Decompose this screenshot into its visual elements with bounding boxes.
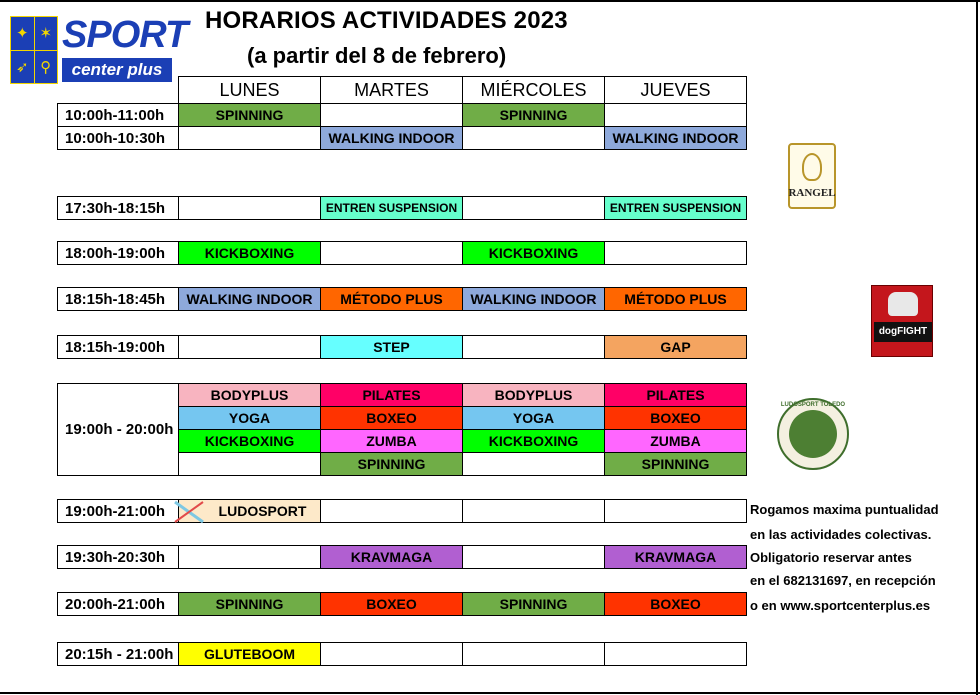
empty-cell bbox=[462, 642, 605, 666]
time-cell: 19:00h-21:00h bbox=[57, 499, 179, 523]
boxing-gloves-icon bbox=[888, 292, 918, 316]
empty-cell bbox=[462, 545, 605, 569]
day-header-1: MARTES bbox=[320, 76, 463, 104]
frame-right-border bbox=[976, 0, 978, 695]
empty-cell bbox=[462, 126, 605, 150]
empty-cell bbox=[604, 241, 747, 265]
time-cell: 20:15h - 21:00h bbox=[57, 642, 179, 666]
day-header-3: JUEVES bbox=[604, 76, 747, 104]
activity-cell: PILATES bbox=[604, 383, 747, 407]
empty-cell bbox=[462, 499, 605, 523]
time-cell: 17:30h-18:15h bbox=[57, 196, 179, 220]
activity-cell: LUDOSPORT bbox=[178, 499, 321, 523]
day-header-2: MIÉRCOLES bbox=[462, 76, 605, 104]
logo-icons bbox=[10, 16, 58, 84]
empty-cell bbox=[462, 452, 605, 476]
logo-wordmark: SPORT bbox=[62, 14, 188, 56]
frame-top-border bbox=[0, 0, 980, 2]
page-subtitle: (a partir del 8 de febrero) bbox=[247, 43, 507, 68]
empty-cell bbox=[178, 126, 321, 150]
dogfight-logo bbox=[871, 285, 933, 357]
empty-cell bbox=[320, 499, 463, 523]
page-title: HORARIOS ACTIVIDADES 2023 bbox=[205, 7, 568, 34]
empty-cell bbox=[604, 642, 747, 666]
activity-cell: KICKBOXING bbox=[178, 429, 321, 453]
empty-cell bbox=[462, 335, 605, 359]
activity-cell: SPINNING bbox=[178, 103, 321, 127]
activity-cell: MÉTODO PLUS bbox=[604, 287, 747, 311]
note-line-3: Obligatorio reservar antes bbox=[750, 550, 912, 565]
empty-cell bbox=[178, 545, 321, 569]
activity-cell: KICKBOXING bbox=[462, 429, 605, 453]
empty-cell bbox=[320, 642, 463, 666]
weightlifting-icon: ✦ bbox=[11, 17, 34, 50]
note-line-4: en el 682131697, en recepción bbox=[750, 573, 936, 588]
time-cell: 20:00h-21:00h bbox=[57, 592, 179, 616]
activity-cell: WALKING INDOOR bbox=[320, 126, 463, 150]
empty-cell bbox=[604, 103, 747, 127]
activity-cell: ENTREN SUSPENSION bbox=[320, 196, 463, 220]
activity-cell: WALKING INDOOR bbox=[604, 126, 747, 150]
note-line-5: o en www.sportcenterplus.es bbox=[750, 598, 931, 613]
time-cell: 18:15h-19:00h bbox=[57, 335, 179, 359]
activity-cell: PILATES bbox=[320, 383, 463, 407]
rangel-logo bbox=[788, 143, 836, 209]
activity-cell: ZUMBA bbox=[320, 429, 463, 453]
activity-cell: MÉTODO PLUS bbox=[320, 287, 463, 311]
activity-cell: SPINNING bbox=[462, 103, 605, 127]
activity-cell: ZUMBA bbox=[604, 429, 747, 453]
ludosport-logo bbox=[777, 398, 849, 470]
time-cell: 10:00h-10:30h bbox=[57, 126, 179, 150]
activity-cell: BODYPLUS bbox=[178, 383, 321, 407]
activity-cell: BOXEO bbox=[320, 406, 463, 430]
activity-cell: BOXEO bbox=[604, 406, 747, 430]
activity-cell: YOGA bbox=[178, 406, 321, 430]
empty-cell bbox=[320, 103, 463, 127]
activity-cell: GAP bbox=[604, 335, 747, 359]
activity-cell: SPINNING bbox=[178, 592, 321, 616]
activity-cell: WALKING INDOOR bbox=[178, 287, 321, 311]
activity-cell: KICKBOXING bbox=[462, 241, 605, 265]
note-line-2: en las actividades colectivas. bbox=[750, 527, 932, 542]
empty-cell bbox=[462, 196, 605, 220]
activity-cell: BOXEO bbox=[604, 592, 747, 616]
empty-cell bbox=[178, 196, 321, 220]
activity-cell: SPINNING bbox=[604, 452, 747, 476]
activity-cell: STEP bbox=[320, 335, 463, 359]
dogfight-label: dogFIGHT bbox=[874, 322, 932, 342]
time-cell: 19:00h - 20:00h bbox=[57, 383, 179, 476]
activity-cell: WALKING INDOOR bbox=[462, 287, 605, 311]
activity-cell: GLUTEBOOM bbox=[178, 642, 321, 666]
lightsaber-icon bbox=[172, 499, 208, 525]
activity-cell: ENTREN SUSPENSION bbox=[604, 196, 747, 220]
empty-cell bbox=[178, 335, 321, 359]
sport-center-plus-logo bbox=[10, 14, 188, 86]
rangel-emblem-icon bbox=[802, 153, 822, 181]
logo-tagline: center plus bbox=[62, 58, 172, 82]
activity-cell: KICKBOXING bbox=[178, 241, 321, 265]
activity-cell: KRAVMAGA bbox=[320, 545, 463, 569]
time-cell: 19:30h-20:30h bbox=[57, 545, 179, 569]
ludosport-label: LUDOSPORT TOLEDO bbox=[780, 402, 846, 408]
ludosport-emblem-icon bbox=[789, 410, 837, 458]
aerobics-icon: ✶ bbox=[35, 17, 58, 50]
cycling-icon: ⚲ bbox=[35, 51, 58, 84]
note-line-1: Rogamos maxima puntualidad bbox=[750, 502, 939, 517]
time-cell: 18:15h-18:45h bbox=[57, 287, 179, 311]
activity-cell: KRAVMAGA bbox=[604, 545, 747, 569]
empty-cell bbox=[320, 241, 463, 265]
activity-cell: BODYPLUS bbox=[462, 383, 605, 407]
running-icon: ➶ bbox=[11, 51, 34, 84]
activity-cell: BOXEO bbox=[320, 592, 463, 616]
empty-cell bbox=[178, 452, 321, 476]
frame-bottom-border bbox=[0, 692, 980, 694]
empty-cell bbox=[604, 499, 747, 523]
time-cell: 10:00h-11:00h bbox=[57, 103, 179, 127]
activity-cell: YOGA bbox=[462, 406, 605, 430]
activity-cell: SPINNING bbox=[320, 452, 463, 476]
time-cell: 18:00h-19:00h bbox=[57, 241, 179, 265]
rangel-label: RANGEL bbox=[788, 187, 836, 199]
activity-cell: SPINNING bbox=[462, 592, 605, 616]
day-header-0: LUNES bbox=[178, 76, 321, 104]
